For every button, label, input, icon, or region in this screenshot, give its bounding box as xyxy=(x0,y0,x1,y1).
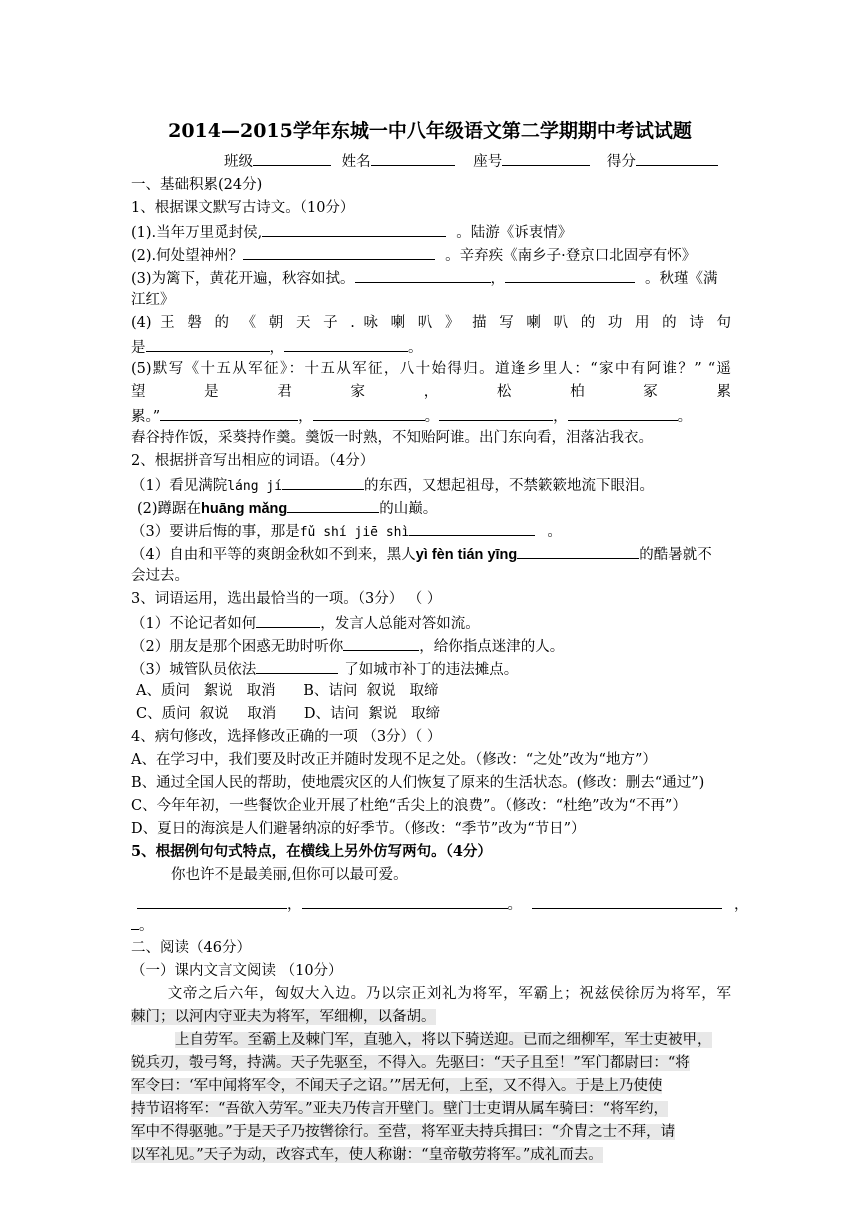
part2-heading: 二、阅读（46分） xyxy=(131,940,251,956)
q5-stem: 5、根据例句句式特点，在横线上另外仿写两句。（4分） xyxy=(131,843,492,860)
q2-stem: 2、根据拼音写出相应的词语。（4分） xyxy=(131,453,375,469)
score-label: 得分 xyxy=(606,154,636,170)
q5-blank3[interactable] xyxy=(532,893,722,909)
q5-blank4[interactable] xyxy=(131,914,139,930)
q2-item2-text: (2)蹲踞在 xyxy=(137,501,202,517)
q5-answer-tail xyxy=(131,914,731,936)
q4-stem: 4、病句修改，选择修改正确的一项 （3分）（ ） xyxy=(131,729,442,745)
q3-item2-tail: ，给你指点迷津的人。 xyxy=(419,639,565,655)
passage-p2-line6 xyxy=(131,1145,731,1165)
q1-item2 xyxy=(131,244,731,266)
q1-item5-answer xyxy=(131,405,731,427)
score-blank[interactable] xyxy=(636,150,718,166)
q1-item2-blank[interactable] xyxy=(243,244,435,260)
q3-item2-blank[interactable] xyxy=(343,635,419,651)
q1-item4-answer xyxy=(131,336,731,358)
q1-item4-blank2[interactable] xyxy=(284,336,408,352)
q5-period: 。 xyxy=(507,897,522,913)
passage-p1-line2 xyxy=(131,1007,731,1027)
q3-item1-text: （1）不论记者如何 xyxy=(131,616,257,632)
q2-item3-blank[interactable] xyxy=(409,520,535,536)
q1-item4-blank1[interactable] xyxy=(146,336,270,352)
q1-item5-line2: 望 是 君 家 ， 松 柏 冢 累 xyxy=(131,384,731,400)
q2-item4-tail: 的酷暑就不 xyxy=(639,547,712,563)
q3-options-ab: A、质问 絮说 取消 B、诘问 叙说 取缔 xyxy=(136,683,439,699)
q1-item4: (4) 王 磐 的 《 朝 天 子 . 咏 喇 叭 》 描 写 喇 叭 的 功 用 的 诗 句 xyxy=(131,315,731,331)
q3-options-cd: C、质问 叙说 取消 D、诘问 絮说 取缔 xyxy=(136,706,441,722)
passage-p2-line2 xyxy=(131,1053,731,1073)
q2-item3-tail: 。 xyxy=(547,524,562,540)
q3-item3-tail: 了如城市补丁的违法摊点。 xyxy=(344,662,519,678)
name-label: 姓名 xyxy=(341,154,371,170)
q1-item2-text: (2).何处望神州？ xyxy=(131,248,244,264)
q1-item5-comma2: ， xyxy=(553,409,568,425)
q2-item4 xyxy=(131,543,731,565)
exam-title: 2014—2015学年东城一中八年级语文第二学期期中考试试题 xyxy=(168,120,692,142)
passage-p1-line1 xyxy=(131,984,731,1004)
q5-comma1: ， xyxy=(287,897,302,913)
seat-blank[interactable] xyxy=(502,150,590,166)
passage-p2-line2-text: 锐兵刃，彀弓弩，持满。天子先驱至，不得入。先驱曰：“天子且至！”军门都尉曰：“将 xyxy=(131,1055,690,1071)
passage-p2-line6-text: 以军礼见。”天子为动，改容式车，使人称谢：“皇帝敬劳将军。”成礼而去。 xyxy=(131,1147,603,1163)
q1-item4-comma: ， xyxy=(269,340,284,356)
seat-label: 座号 xyxy=(473,154,503,170)
q5-blank1[interactable] xyxy=(137,893,287,909)
q2-item1-text: （1）看见满院 xyxy=(131,478,228,494)
q3-item1-blank[interactable] xyxy=(256,612,320,628)
q5-answer-line xyxy=(131,893,749,915)
q3-item2 xyxy=(131,635,731,657)
q3-item3-text: （3）城管队员依法 xyxy=(131,662,257,678)
q1-item5-line4: 舂谷持作饭，采葵持作羹。羹饭一时熟，不知贻阿谁。出门东向看，泪落沾我衣。 xyxy=(131,430,653,446)
class-label: 班级 xyxy=(224,154,253,170)
q4-option-b: B、通过全国人民的帮助，使地震灾区的人们恢复了原来的生活状态。(修改：删去“通过”) xyxy=(131,775,705,791)
q2-item3-pinyin: fǔ shí jiē shì xyxy=(299,525,410,540)
passage-p2-line5 xyxy=(131,1122,731,1142)
header-fields xyxy=(224,150,724,172)
passage-p2-line4 xyxy=(131,1099,731,1119)
q3-item3-blank[interactable] xyxy=(256,658,338,674)
q1-item5-comma1: ， xyxy=(298,409,313,425)
q3-item3 xyxy=(131,658,731,680)
q1-item3-cont: 江红》 xyxy=(131,292,175,308)
passage-p2-line3 xyxy=(131,1076,731,1096)
q1-item3 xyxy=(131,267,731,289)
part1-heading: 一、基础积累(24分) xyxy=(131,177,263,193)
part2-section1-heading: （一）课内文言文阅读 （10分） xyxy=(131,963,343,979)
name-blank[interactable] xyxy=(371,150,455,166)
q2-item2-tail: 的山巅。 xyxy=(379,501,438,517)
q1-item5-blank4[interactable] xyxy=(568,405,678,421)
q3-item2-text: （2）朋友是那个困惑无助时听你 xyxy=(131,639,344,655)
q1-item5-prefix: 累。” xyxy=(131,409,161,425)
q1-item3-blank1[interactable] xyxy=(355,267,491,283)
q1-item2-source: 。辛弃疾《南乡子·登京口北固亭有怀》 xyxy=(445,248,697,264)
q1-item5-period2: 。 xyxy=(677,409,693,425)
q1-item1-blank[interactable] xyxy=(262,221,446,237)
q3-stem: 3、词语运用，选出最恰当的一项。（3分） （ ） xyxy=(131,591,442,607)
q2-item3-text: （3）要讲后悔的事，那是 xyxy=(131,524,300,540)
passage-p2-line1-text: 上自劳军。至霸上及棘门军，直驰入，将以下骑送迎。已而之细柳军，军士吏被甲， xyxy=(175,1032,712,1048)
q1-item1-source: 。陆游《诉衷情》 xyxy=(456,225,573,241)
passage-p1-line2-text: 棘门；以河内守亚夫为将军，军细柳，以备胡。 xyxy=(131,1009,436,1025)
q5-comma2: ， xyxy=(734,897,749,913)
passage-p2-line3-text: 军令曰：‘军中闻将军令，不闻天子之诏。’”居无何，上至，又不得入。于是上乃使使 xyxy=(131,1078,663,1094)
q1-item5-blank2[interactable] xyxy=(313,405,425,421)
q1-item3-comma: ， xyxy=(490,271,506,287)
q1-item5-period1: 。 xyxy=(424,409,440,425)
q1-item4-period: 。 xyxy=(408,340,423,356)
q2-item4-pinyin: yì fèn tián yīng xyxy=(415,547,518,563)
q3-item1-tail: ，发言人总能对答如流。 xyxy=(320,616,480,632)
q2-item1-blank[interactable] xyxy=(282,474,364,490)
q1-item5-line1: (5)默写《十五从军征》：十五从军征，八十始得归。道逢乡里人：“家中有阿谁？” “遥 xyxy=(131,361,731,377)
q2-item1-tail: 的东西，又想起祖母，不禁簌簌地流下眼泪。 xyxy=(364,478,655,494)
q2-item2-blank[interactable] xyxy=(287,497,379,513)
passage-p2-line1 xyxy=(131,1030,731,1050)
q4-option-d: D、夏日的海滨是人们避暑纳凉的好季节。（修改：“季节”改为“节日”） xyxy=(131,821,586,837)
passage-p2-line4-text: 持节诏将军：“吾欲入劳军。”亚夫乃传言开壁门。壁门士吏谓从属车骑曰：“将军约， xyxy=(131,1101,668,1117)
q5-tail-period: 。 xyxy=(139,918,154,934)
q1-item4-prefix: 是 xyxy=(131,340,146,356)
q1-item1 xyxy=(131,221,731,243)
q1-item3-text: (3)为篱下，黄花开遍，秋容如拭。 xyxy=(131,271,355,287)
q3-item1 xyxy=(131,612,731,634)
passage-p1-line1-text: 文帝之后六年，匈奴大入边。乃以宗正刘礼为将军，军霸上；祝兹侯徐厉为将军，军 xyxy=(167,986,731,1002)
class-blank[interactable] xyxy=(253,150,331,166)
q4-option-a: A、在学习中，我们要及时改正并随时发现不足之处。（修改：“之处”改为“地方”） xyxy=(131,752,657,768)
passage-p2-line5-text: 军中不得驱驰。”于是天子乃按辔徐行。至营，将军亚夫持兵揖曰：“介胄之士不拜，请 xyxy=(131,1124,676,1140)
q2-item2 xyxy=(137,497,737,519)
q4-option-c: C、今年年初，一些餐饮企业开展了杜绝“舌尖上的浪费”。（修改：“杜绝”改为“不再”） xyxy=(131,798,687,814)
q5-blank2[interactable] xyxy=(302,893,508,909)
q1-item5-blank1[interactable] xyxy=(160,405,298,421)
q2-item4-blank[interactable] xyxy=(517,543,639,559)
q2-item2-pinyin: huāng mǎng xyxy=(201,501,288,517)
q2-item1-pinyin: láng jí xyxy=(227,479,283,494)
q2-item3 xyxy=(131,520,731,543)
q1-item3-source: 。秋瑾《满 xyxy=(645,271,718,287)
q5-example: 你也许不是最美丽,但你可以最可爱。 xyxy=(171,867,408,883)
q2-item4-text: （4）自由和平等的爽朗金秋如不到来，黑人 xyxy=(131,547,416,563)
q1-item1-text: (1).当年万里觅封侯, xyxy=(131,225,263,241)
q1-item5-blank3[interactable] xyxy=(439,405,553,421)
q2-item4-cont: 会过去。 xyxy=(131,568,189,584)
q1-item3-blank2[interactable] xyxy=(505,267,635,283)
q2-item1 xyxy=(131,474,731,497)
q1-stem: 1、根据课文默写古诗文。（10分） xyxy=(131,200,355,216)
